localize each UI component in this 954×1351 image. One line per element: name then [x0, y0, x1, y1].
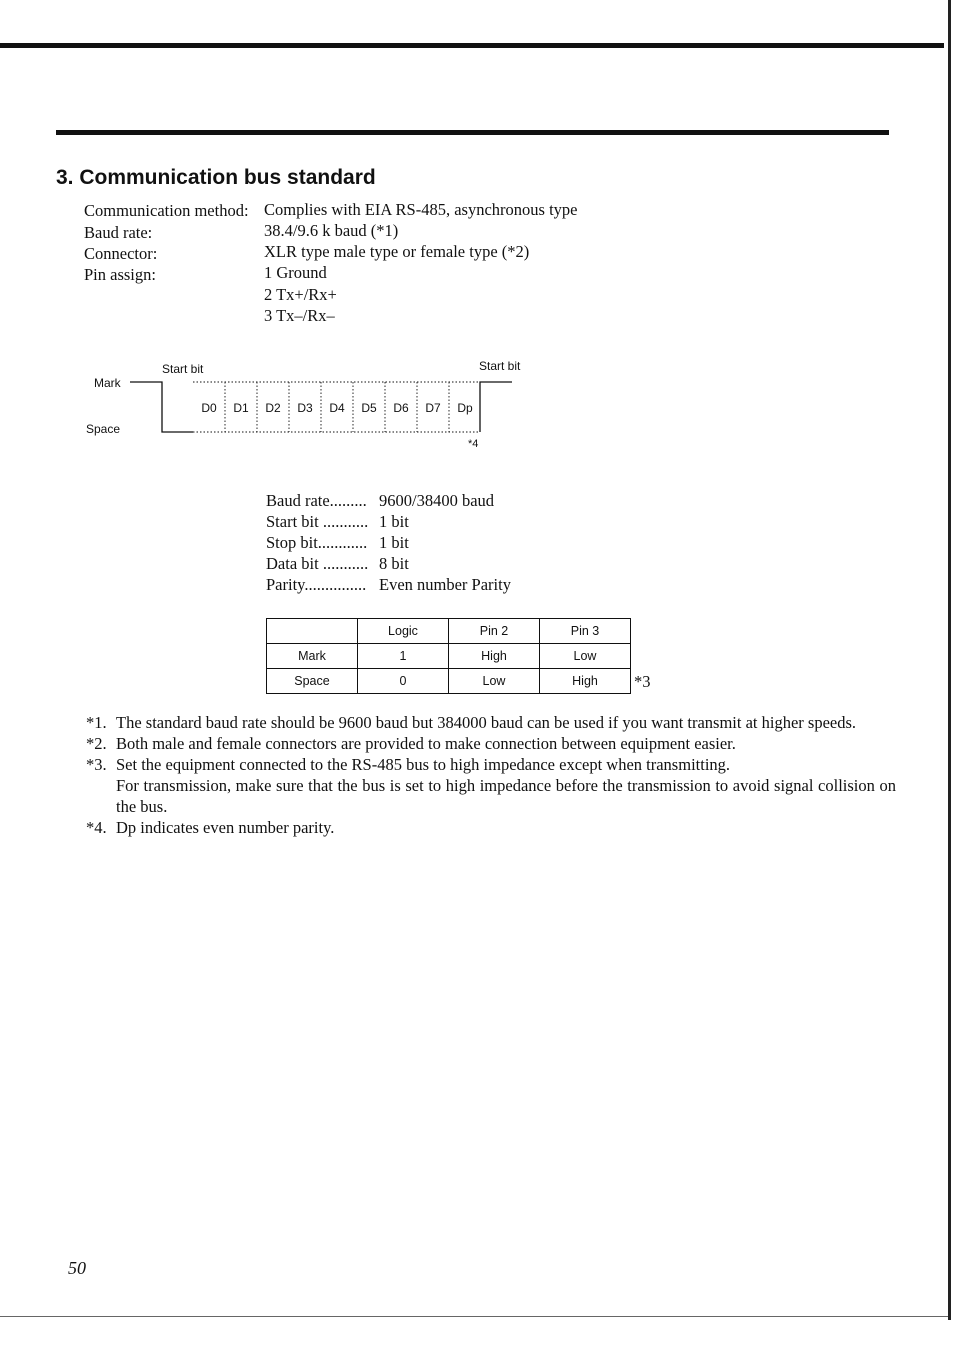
diagram-footnote-ref: *4 [468, 438, 479, 450]
spec-label-baud: Baud rate: [84, 223, 153, 242]
start-bit-left-label: Start bit [162, 362, 204, 376]
logic-table [266, 618, 631, 694]
bit-label-d5: D5 [361, 401, 377, 415]
page-number: 50 [68, 1258, 86, 1278]
table-cell: 1 [358, 644, 449, 669]
signal-start-edge [130, 382, 193, 432]
page-edge-rule [948, 0, 951, 1320]
bit-label-d1: D1 [233, 401, 249, 415]
table-row [267, 644, 631, 669]
bit-frame-diagram [80, 355, 540, 455]
bit-label-dp: Dp [457, 401, 473, 415]
start-bit-right-label: Start bit [479, 359, 521, 373]
param-row: Baud rate......... 9600/38400 baud [266, 491, 495, 510]
footnote-1: *1. The standard baud rate should be 9600 baud but 384000 baud can be used if you want transmit at higher speeds. [86, 713, 857, 732]
table-header-row [267, 619, 631, 644]
spec-value-connector: XLR type male type or female type (*2) [264, 242, 530, 261]
bit-label-d2: D2 [265, 401, 281, 415]
footnote-3-continued: For transmission, make sure that the bus is set to high impedance before the transmission to avoid signal collision on the bus. [116, 776, 896, 816]
spec-value-pin-2: 2 Tx+/Rx+ [264, 285, 337, 304]
table-cell: High [540, 669, 631, 694]
bit-label-d6: D6 [393, 401, 409, 415]
footnotes [86, 712, 896, 838]
spec-label-pin: Pin assign: [84, 265, 156, 284]
param-row: Parity............... Even number Parity [266, 575, 511, 594]
bit-label-d0: D0 [201, 401, 217, 415]
spec-label-connector: Connector: [84, 244, 158, 263]
table-cell: Logic [358, 619, 449, 644]
signal-stop-edge [480, 382, 512, 432]
bit-label-d4: D4 [329, 401, 345, 415]
spec-label-method: Communication method: [84, 201, 249, 220]
bit-cells [201, 382, 473, 432]
table-cell: Space [267, 669, 358, 694]
param-row: Start bit ........... 1 bit [266, 512, 409, 531]
section-heading: 3. Communication bus standard [56, 166, 376, 189]
table-footnote-ref: *3 [634, 672, 651, 691]
table-cell [267, 619, 358, 644]
table-cell: Low [449, 669, 540, 694]
footnote-4: *4. Dp indicates even number parity. [86, 818, 335, 837]
table-cell: Pin 3 [540, 619, 631, 644]
top-rule [0, 43, 944, 48]
table-row [267, 669, 631, 694]
serial-parameters [266, 490, 511, 595]
table-cell: Low [540, 644, 631, 669]
bit-label-d7: D7 [425, 401, 441, 415]
spec-value-method: Complies with EIA RS-485, asynchronous type [264, 200, 578, 219]
param-row: Data bit ........... 8 bit [266, 554, 409, 573]
bottom-rule [0, 1316, 948, 1317]
spec-value-pin-1: 1 Ground [264, 263, 327, 282]
bit-label-d3: D3 [297, 401, 313, 415]
footnote-2: *2. Both male and female connectors are provided to make connection between equipment easier. [86, 734, 736, 753]
table-cell: High [449, 644, 540, 669]
param-row: Stop bit............ 1 bit [266, 533, 409, 552]
space-label: Space [86, 422, 121, 436]
spec-value-baud: 38.4/9.6 k baud (*1) [264, 221, 399, 240]
mark-label: Mark [94, 376, 121, 390]
section-rule [56, 130, 889, 135]
table-cell: Pin 2 [449, 619, 540, 644]
spec-value-pin-3: 3 Tx–/Rx– [264, 306, 335, 325]
table-cell: 0 [358, 669, 449, 694]
table-cell: Mark [267, 644, 358, 669]
footnote-3: *3. Set the equipment connected to the RS-485 bus to high impedance except when transmitting. [86, 755, 731, 774]
